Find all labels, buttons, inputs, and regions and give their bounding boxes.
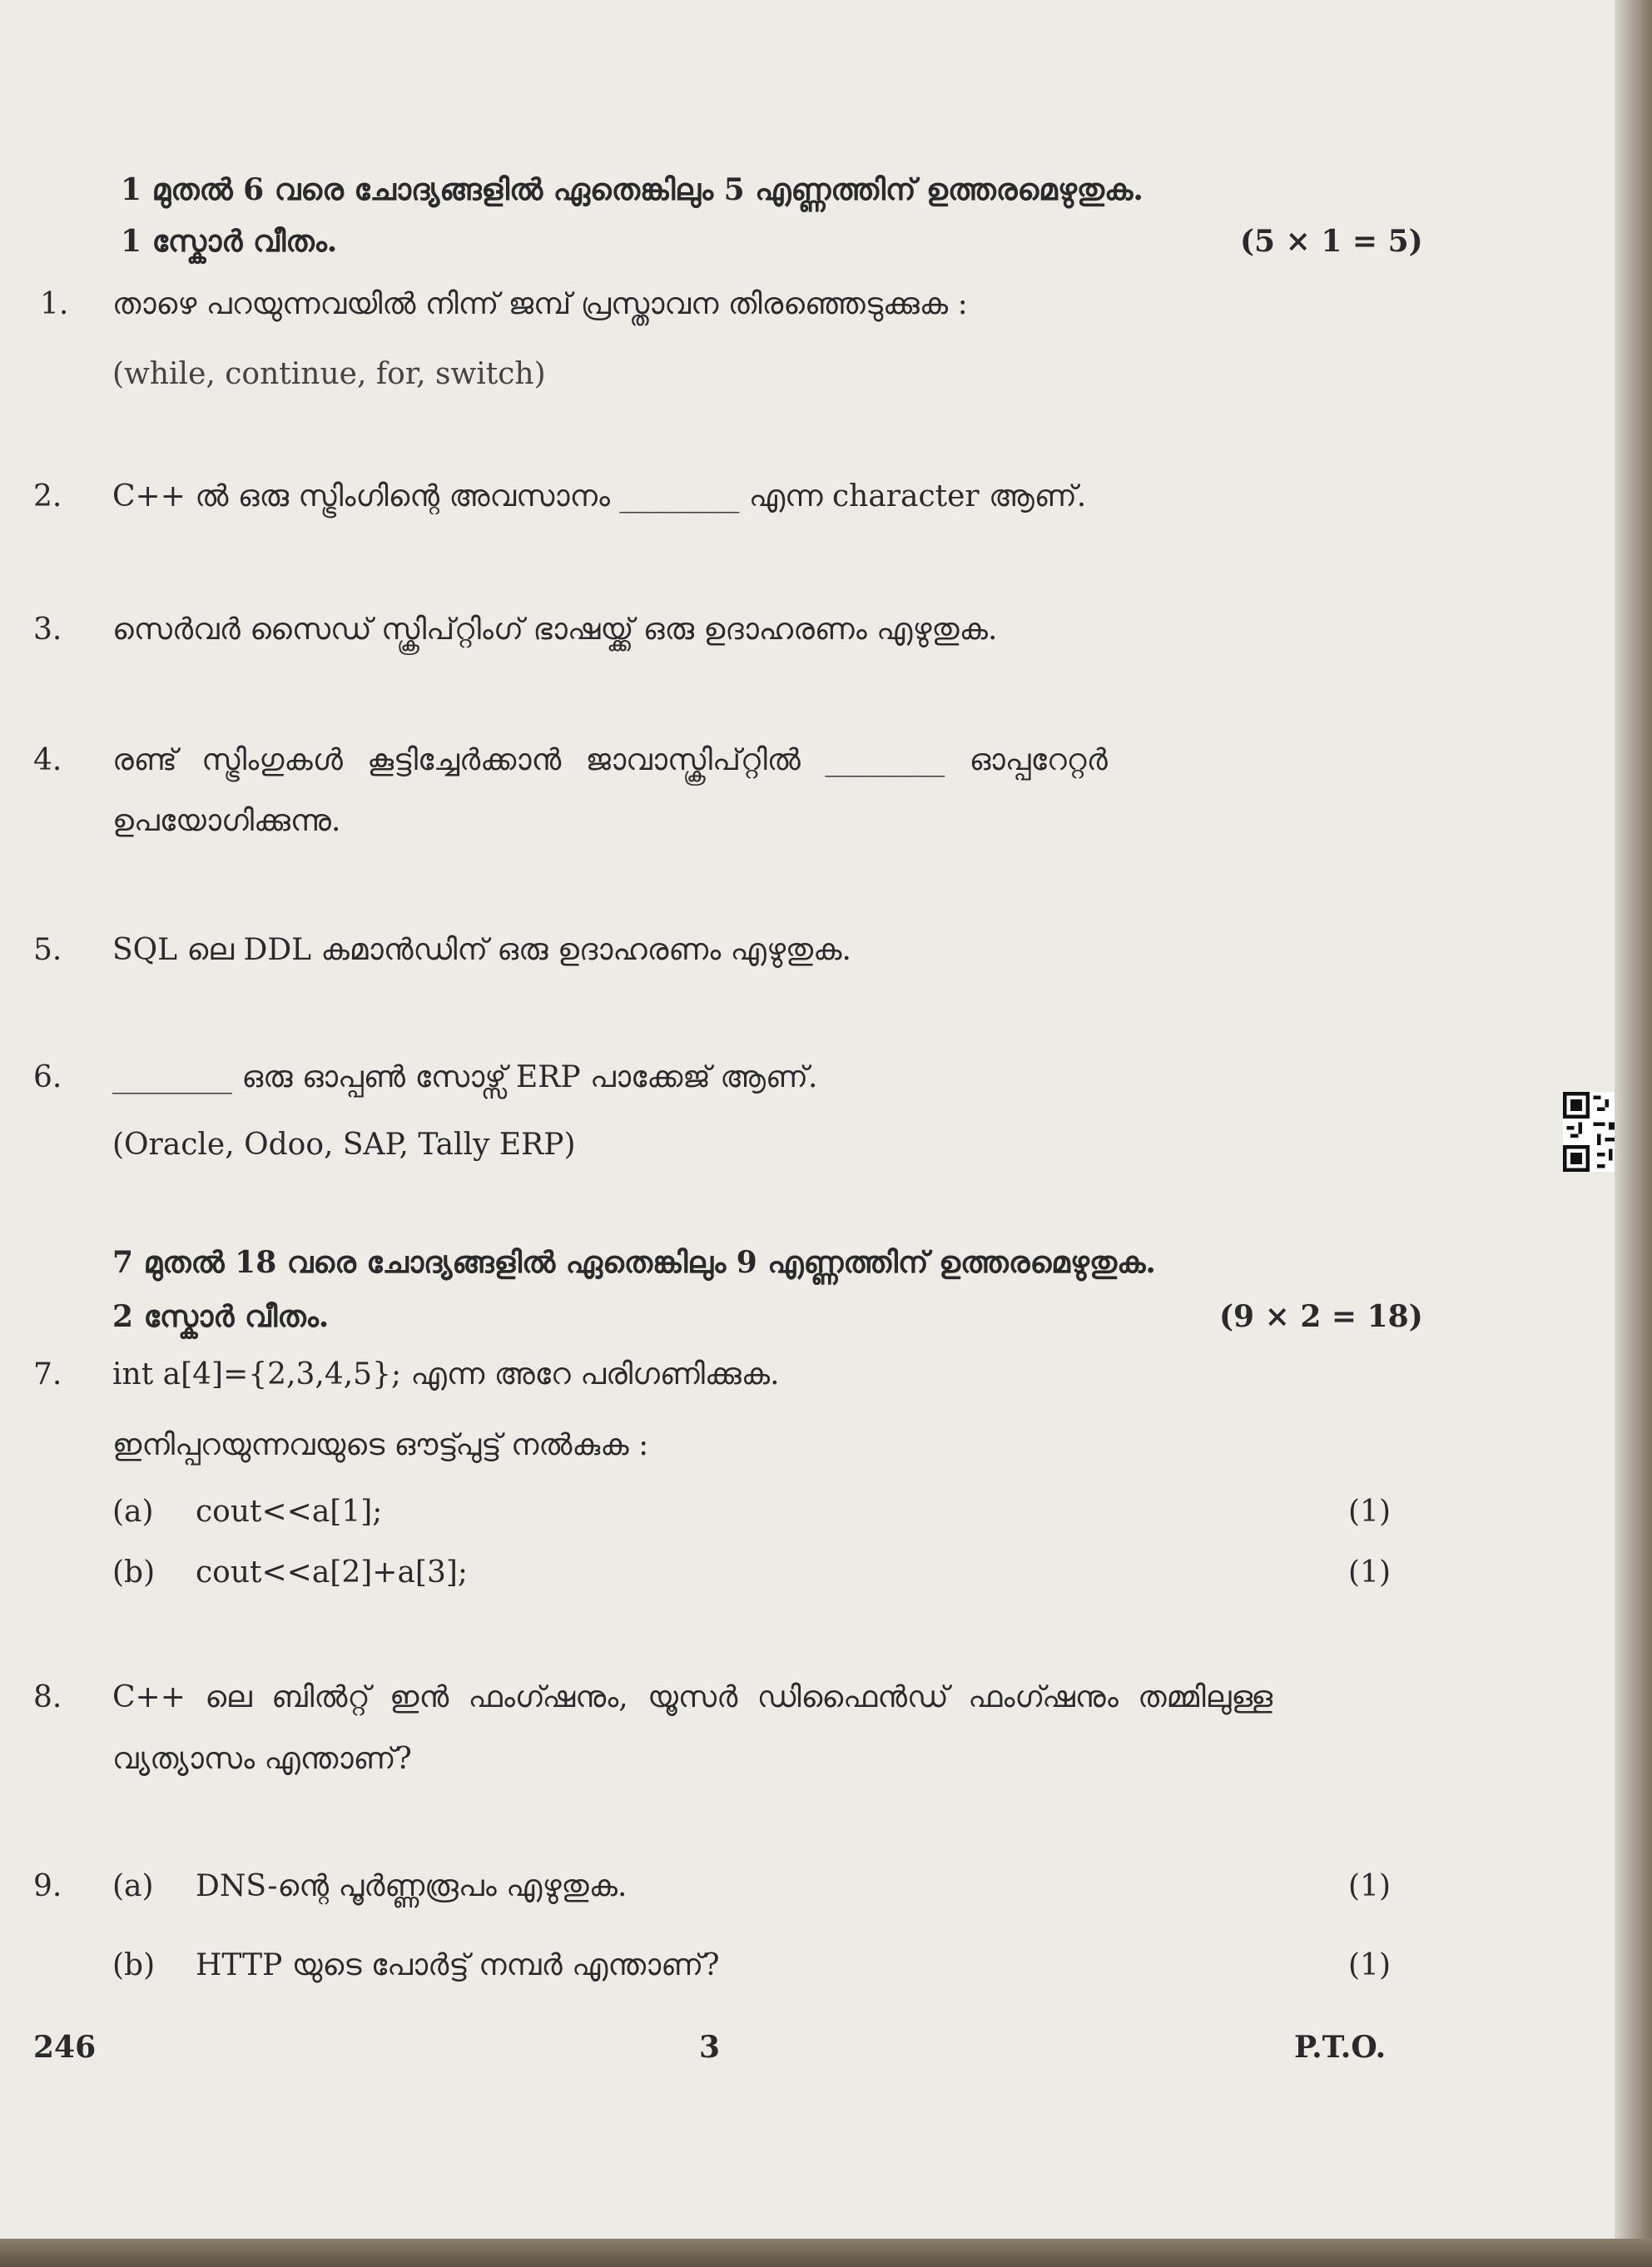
subquestion-label: (b) [112, 1555, 156, 1590]
question-number: 9. [33, 1869, 62, 1903]
question-text-continued: വ്യത്യാസം എന്താണ്? [112, 1742, 412, 1776]
subquestion-mark: (1) [1348, 1948, 1391, 1982]
subquestion-mark: (1) [1348, 1555, 1391, 1590]
question-number: 5. [33, 933, 62, 967]
subquestion-text: DNS-ന്റെ പൂർണ്ണരൂപം എഴുതുക. [196, 1869, 628, 1903]
section-b-score: (9 × 2 = 18) [1219, 1299, 1423, 1334]
question-number: 6. [33, 1060, 62, 1094]
section-a-score: (5 × 1 = 5) [1240, 224, 1423, 259]
page-edge-shadow [1615, 0, 1652, 2267]
subquestion-text: HTTP യുടെ പോർട്ട് നമ്പർ എന്താണ്? [196, 1948, 720, 1982]
section-a-instruction: 1 മുതൽ 6 വരെ ചോദ്യങ്ങളിൽ ഏതെങ്കിലും 5 എണ്ണത്തിന് ഉത്തരമെഴുതുക. [121, 172, 1144, 207]
subquestion-text: cout<<a[1]; [196, 1495, 383, 1529]
section-a-score-label: 1 സ്കോർ വീതം. [121, 224, 338, 259]
question-number: 7. [33, 1357, 62, 1391]
question-text: രണ്ട് സ്ട്രിംഗുകൾ കൂട്ടിച്ചേർക്കാൻ ജാവാസ്ക്രിപ്റ്റിൽ ________ ഓപ്പറേറ്റർ [112, 743, 1108, 777]
section-b-score-label: 2 സ്കോർ വീതം. [112, 1299, 330, 1334]
question-text: C++ ൽ ഒരു സ്ട്രിംഗിന്റെ അവസാനം ________ എന്ന character ആണ്. [112, 479, 1087, 513]
question-text-continued: ഉപയോഗിക്കുന്നു. [112, 804, 341, 838]
question-text: ________ ഒരു ഓപ്പൺ സോഴ്സ് ERP പാക്കേജ് ആണ്. [112, 1060, 818, 1094]
subquestion-label: (b) [112, 1948, 156, 1982]
question-options: (while, continue, for, switch) [112, 357, 546, 391]
bottom-edge-shadow [0, 2239, 1652, 2267]
subquestion-text: cout<<a[2]+a[3]; [196, 1555, 469, 1590]
question-text: താഴെ പറയുന്നവയിൽ നിന്ന് ജമ്പ് പ്രസ്താവന തിരഞ്ഞെടുക്കുക : [112, 287, 968, 321]
subquestion-label: (a) [112, 1495, 154, 1529]
question-text-continued: ഇനിപ്പറയുന്നവയുടെ ഔട്ട്പുട്ട് നൽകുക : [112, 1428, 649, 1462]
question-text: SQL ലെ DDL കമാൻഡിന് ഒരു ഉദാഹരണം എഴുതുക. [112, 933, 851, 967]
please-turn-over: P.T.O. [1294, 2030, 1387, 2065]
paper-code: 246 [33, 2030, 97, 2065]
subquestion-mark: (1) [1348, 1495, 1391, 1529]
question-number: 3. [33, 613, 62, 647]
page-number: 3 [699, 2030, 721, 2065]
question-number: 2. [33, 479, 62, 513]
question-options: (Oracle, Odoo, SAP, Tally ERP) [112, 1128, 576, 1162]
question-number: 1. [40, 287, 69, 321]
section-b-instruction: 7 മുതൽ 18 വരെ ചോദ്യങ്ങളിൽ ഏതെങ്കിലും 9 എണ്ണത്തിന് ഉത്തരമെഴുതുക. [112, 1245, 1156, 1280]
question-text: int a[4]={2,3,4,5}; എന്ന അറേ പരിഗണിക്കുക. [112, 1357, 780, 1391]
question-number: 8. [33, 1680, 62, 1714]
question-number: 4. [33, 743, 62, 777]
question-text: സെർവർ സൈഡ് സ്ക്രിപ്റ്റിംഗ് ഭാഷയ്ക്ക് ഒരു ഉദാഹരണം എഴുതുക. [112, 613, 998, 647]
subquestion-label: (a) [112, 1869, 154, 1903]
subquestion-mark: (1) [1348, 1869, 1391, 1903]
question-text: C++ ലെ ബിൽറ്റ് ഇൻ ഫംഗ്ഷനും, യൂസർ ഡിഫൈൻഡ് ഫംഗ്ഷനും തമ്മിലുള്ള [112, 1680, 1273, 1714]
